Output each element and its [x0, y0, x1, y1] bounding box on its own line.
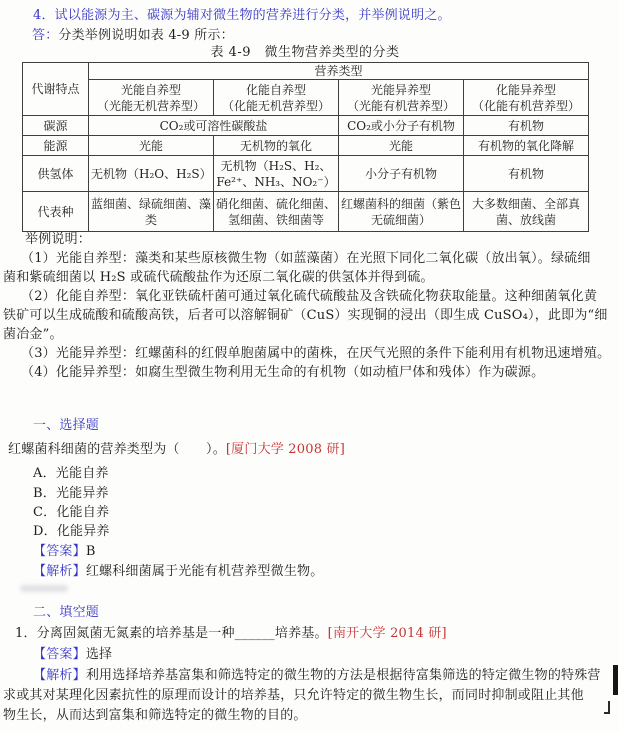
table-corner-header: 代谢特点: [23, 63, 89, 116]
option-d: D．化能异养: [33, 524, 110, 539]
section-fill-heading: 二、填空题: [33, 605, 100, 620]
carbon-cell-span: CO₂或可溶性碳酸盐: [89, 116, 339, 136]
option-b: B．光能异养: [33, 486, 109, 501]
scan-smudge: [20, 585, 68, 592]
choice-answer-value: B: [85, 544, 96, 559]
table-row-carbon-source: [23, 116, 589, 136]
fill-analysis-line-3: 物生长，从而达到富集和筛选特定的微生物的目的。: [3, 708, 307, 723]
table-row-energy-source: [23, 136, 589, 156]
analysis-bracket-label: 【解析】: [33, 668, 86, 683]
scan-artifact-bar: [613, 665, 618, 695]
table-group-header: 营养类型: [89, 63, 589, 80]
hydrogen-cell: 小分子有机物: [339, 156, 464, 192]
col-header-chemoheterotroph: [464, 80, 589, 116]
col-header-photoheterotroph: [339, 80, 464, 116]
representative-cell: 蓝细菌、绿硫细菌、藻类: [89, 192, 214, 232]
col-header-chemoautotroph: [214, 80, 339, 116]
choice-analysis-line: [33, 563, 323, 581]
row-label: 碳源: [23, 116, 89, 136]
examples-intro: 举例说明：: [25, 232, 92, 247]
col-header-line1: 化能自养型: [245, 82, 306, 97]
row-label: 能源: [23, 136, 89, 156]
row-label: 供氢体: [23, 156, 89, 192]
option-a: A．光能自养: [33, 466, 109, 481]
energy-cell: 光能: [89, 136, 214, 156]
hydrogen-cell: 无机物（H₂S、H₂、Fe²⁺、NH₃、NO₂⁻）: [214, 156, 339, 192]
fill-question-line: [15, 625, 447, 643]
fill-answer-line: [33, 646, 112, 664]
carbon-cell: CO₂或小分子有机物: [339, 116, 464, 136]
answer-bracket-label: 【答案】: [33, 647, 86, 662]
fill-answer-value: 选择: [85, 647, 113, 662]
example-1-line-2: 菌和紫硫细菌以 H₂S 或硫代硫酸盐作为还原二氧化碳的供氢体并得到硫。: [3, 270, 434, 285]
col-header-line2: （化能有机营养型）: [472, 98, 581, 113]
table-row-hydrogen-donor: [23, 156, 589, 192]
col-header-line2: （光能无机营养型）: [96, 98, 205, 113]
table-row-representative-species: [23, 192, 589, 232]
representative-cell: 硝化细菌、硫化细菌、氢细菌、铁细菌等: [214, 192, 339, 232]
col-header-line2: （化能无机营养型）: [221, 98, 330, 113]
fill-analysis-text: 利用选择培养基富集和筛选特定的微生物的方法是根据待富集筛选的特定微生物的特殊营: [85, 668, 601, 683]
section-choice-heading: 一、选择题: [33, 418, 100, 433]
exam-source-tag: [厦门大学 2008 研]: [225, 442, 345, 457]
energy-cell: 无机物的氧化: [214, 136, 339, 156]
choice-answer-line: [33, 543, 96, 561]
example-2-line-2: 铁矿可以生成硫酸和硫酸高铁，后者可以溶解铜矿（CuS）实现铜的浸出（即生成 CuSO₄），此即为“细: [3, 308, 608, 323]
col-header-line2: （光能有机营养型）: [346, 98, 455, 113]
answer-lead-line: [32, 27, 234, 45]
exam-source-tag: [南开大学 2014 研]: [327, 626, 447, 641]
representative-cell: 红螺菌科的细菌（紫色无硫细菌）: [339, 192, 464, 232]
hydrogen-cell: 有机物: [464, 156, 589, 192]
answer-bracket-label: 【答案】: [33, 544, 86, 559]
energy-cell: 有机物的氧化降解: [464, 136, 589, 156]
choice-question-text: 红螺菌科细菌的营养类型为（ ）。: [8, 442, 226, 457]
answer-label: 答：: [32, 28, 59, 43]
example-2-line-1: （2）化能自养型：氧化亚铁硫杆菌可通过氧化硫代硫酸盐及含铁硫化物获取能量。这种细菌氧化黄: [21, 289, 598, 304]
analysis-bracket-label: 【解析】: [33, 564, 86, 579]
example-4-line: （4）化能异养型：如腐生型微生物利用无生命的有机物（如动植尸体和残体）作为碳源。: [21, 365, 545, 380]
carbon-cell: 有机物: [464, 116, 589, 136]
example-3-line: （3）光能异养型：红螺菌科的红假单胞菌属中的菌株，在厌气光照的条件下能利用有机物迅速增殖。: [21, 346, 611, 361]
energy-cell: 光能: [339, 136, 464, 156]
fill-question-text: 1．分离固氮菌无氮素的培养基是一种______培养基。: [15, 626, 328, 641]
hydrogen-cell: 无机物（H₂O、H₂S）: [89, 156, 214, 192]
representative-cell: 大多数细菌、全部真菌、放线菌: [464, 192, 589, 232]
col-header-line1: 光能自养型: [120, 82, 181, 97]
nutrition-type-table: [22, 62, 589, 232]
col-header-line1: 光能异养型: [370, 82, 431, 97]
row-label: 代表种: [23, 192, 89, 232]
fill-analysis-line-2: 求或其对某理化因素抗性的原理而设计的培养基，只允许特定的微生物生长，而同时抑制或阻止其他: [3, 688, 584, 703]
scan-artifact-mark: [608, 701, 610, 714]
col-header-line1: 化能异养型: [496, 82, 557, 97]
choice-analysis-text: 红螺科细菌属于光能有机营养型微生物。: [85, 564, 324, 579]
col-header-photoautotroph: [89, 80, 214, 116]
question-4-text: 4．试以能源为主、碳源为辅对微生物的营养进行分类，并举例说明之。: [33, 8, 451, 23]
choice-question-line: [8, 441, 345, 459]
table-caption: 表 4-9 微生物营养类型的分类: [210, 45, 400, 60]
example-2-line-3: 菌冶金”。: [3, 327, 63, 342]
fill-analysis-line-1: [33, 667, 601, 685]
example-1-line-1: （1）光能自养型：藻类和某些原核微生物（如蓝藻菌）在光照下同化二氧化碳（放出氧）。绿硫细: [21, 251, 591, 266]
option-c: C．化能自养: [33, 505, 110, 520]
answer-lead-text: 分类举例说明如表 4-9 所示：: [58, 28, 234, 43]
